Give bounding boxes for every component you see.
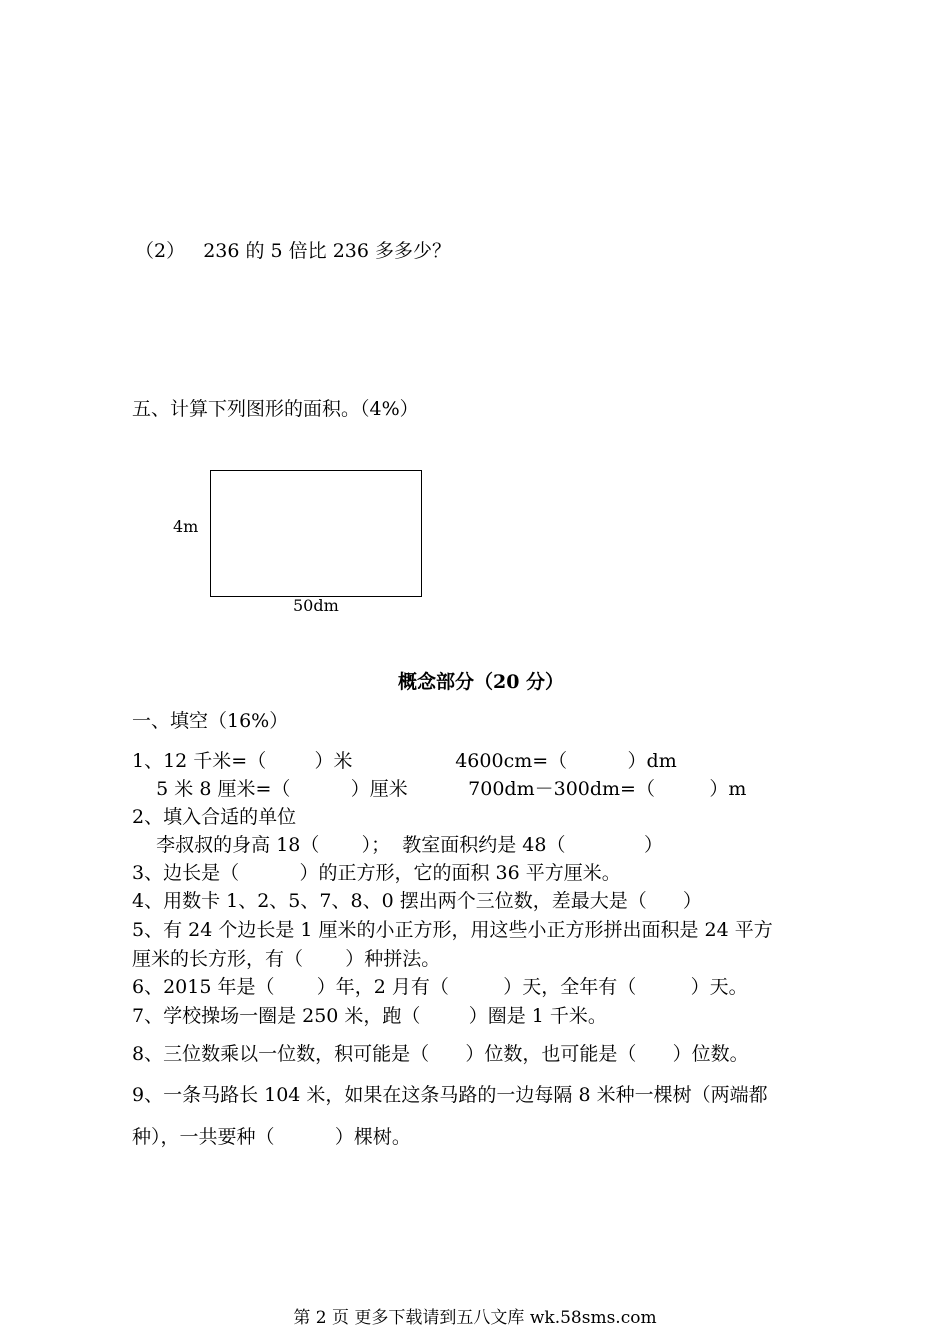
item-9-line-2: 种），一共要种（ ）棵树。 [132, 1126, 411, 1148]
item-8: 8、三位数乘以一位数，积可能是（ ）位数，也可能是（ ）位数。 [132, 1043, 749, 1065]
item-2-line-1: 2、填入合适的单位 [132, 806, 297, 828]
figure-bottom-label: 50dm [293, 596, 339, 615]
rectangle-figure [210, 470, 422, 597]
section-5-title: 五、计算下列图形的面积。（4%） [132, 398, 419, 420]
item-2-line-2: 李叔叔的身高 18（ ）； 教室面积约是 48（ ） [132, 834, 663, 856]
item-1-line-2: 5 米 8 厘米=（ ）厘米 700dm－300dm=（ ）m [132, 778, 747, 800]
figure-side-label: 4m [173, 517, 199, 536]
item-1-line-1: 1、12 千米=（ ）米 4600cm=（ ）dm [132, 750, 677, 772]
item-6: 6、2015 年是（ ）年，2 月有（ ）天，全年有（ ）天。 [132, 976, 748, 998]
question-4-2: （2） 236 的 5 倍比 236 多多少？ [135, 240, 452, 262]
item-5-line-2: 厘米的长方形，有（ ）种拼法。 [132, 948, 441, 970]
item-7: 7、学校操场一圈是 250 米，跑（ ）圈是 1 千米。 [132, 1005, 607, 1027]
item-9-line-1: 9、一条马路长 104 米，如果在这条马路的一边每隔 8 米种一棵树（两端都 [132, 1084, 768, 1106]
item-4: 4、用数卡 1、2、5、7、8、0 摆出两个三位数，差最大是（ ） [132, 890, 702, 912]
fill-blank-title: 一、填空（16%） [132, 710, 289, 732]
page-footer: 第 2 页 更多下载请到五八文库 wk.58sms.com [293, 1308, 657, 1328]
item-5-line-1: 5、有 24 个边长是 1 厘米的小正方形，用这些小正方形拼出面积是 24 平方 [132, 919, 773, 941]
concept-section-title: 概念部分（20 分） [398, 671, 565, 693]
item-3: 3、边长是（ ）的正方形，它的面积 36 平方厘米。 [132, 862, 621, 884]
